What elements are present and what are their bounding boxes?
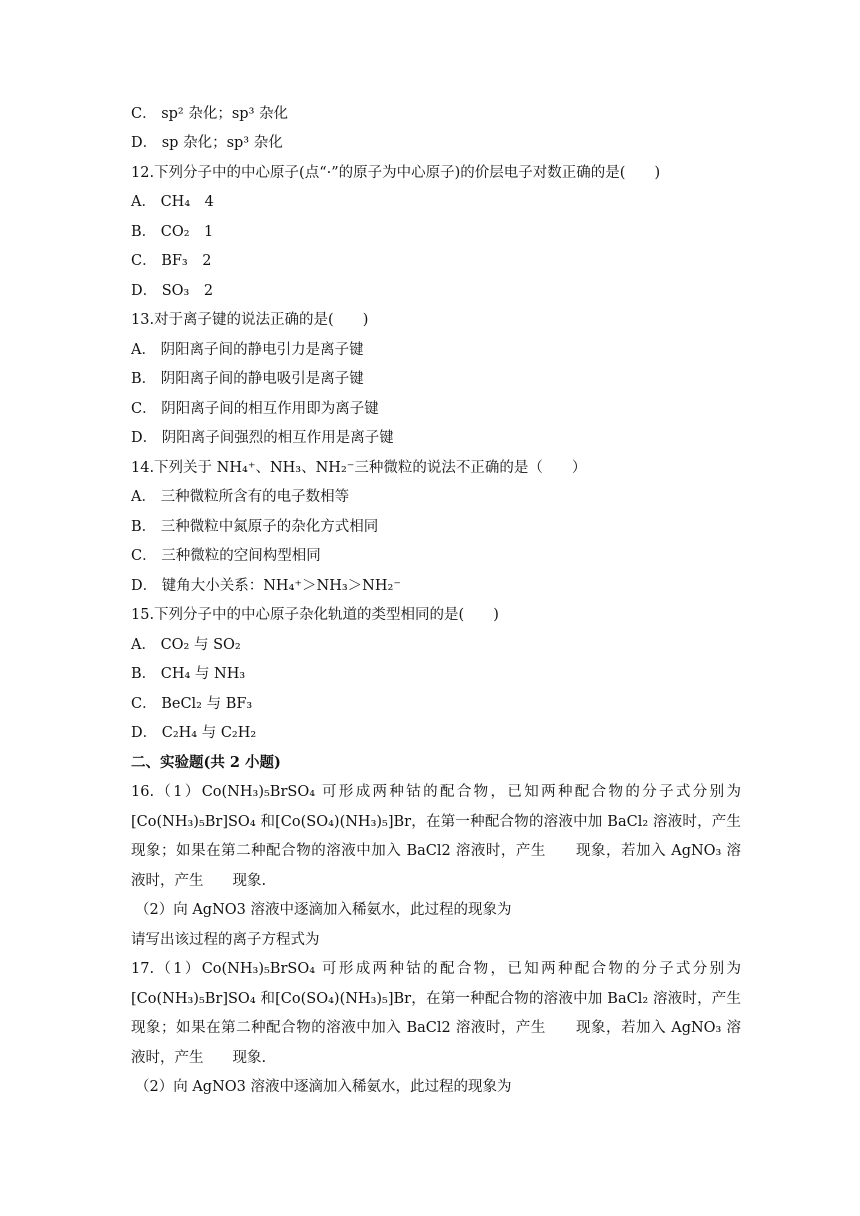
option-12b: B． CO₂ 1 (131, 224, 214, 240)
question-17-part-2: （2）向 AgNO3 溶液中逐滴加入稀氨水，此过程的现象为 (135, 1079, 512, 1095)
option-15d: D． C₂H₄ 与 C₂H₂ (131, 725, 257, 741)
question-17-line-4: 液时，产生 现象. (131, 1050, 267, 1066)
option-15b: B． CH₄ 与 NH₃ (131, 666, 246, 682)
question-17-line-3: 现象；如果在第二种配合物的溶液中加入 BaCl2 溶液时，产生 现象，若加入 AgNO₃ 溶 (131, 1020, 741, 1036)
option-13c: C． 阴阳离子间的相互作用即为离子键 (131, 401, 379, 417)
question-16-line-2: [Co(NH₃)₅Br]SO₄ 和[Co(SO₄)(NH₃)₅]Br，在第一种配合物的溶液中加 BaCl₂ 溶液时，产生 (131, 814, 741, 830)
question-16-line-1: 16.（1）Co(NH₃)₅BrSO₄ 可形成两种钴的配合物，已知两种配合物的分子式分别为 (131, 784, 741, 800)
option-14d: D． 键角大小关系：NH₄⁺＞NH₃＞NH₂⁻ (131, 578, 401, 594)
option-11c: C． sp² 杂化；sp³ 杂化 (131, 106, 288, 122)
question-13: 13.对于离子键的说法正确的是( ) (131, 312, 369, 328)
option-14a: A． 三种微粒所含有的电子数相等 (131, 489, 350, 505)
question-17-line-2: [Co(NH₃)₅Br]SO₄ 和[Co(SO₄)(NH₃)₅]Br，在第一种配合物的溶液中加 BaCl₂ 溶液时，产生 (131, 991, 741, 1007)
question-16-part-2-equation: 请写出该过程的离子方程式为 (131, 932, 320, 948)
option-14b: B． 三种微粒中氮原子的杂化方式相同 (131, 519, 379, 535)
option-15c: C． BeCl₂ 与 BF₃ (131, 696, 253, 712)
option-12d: D． SO₃ 2 (131, 283, 214, 299)
question-16-part-2: （2）向 AgNO3 溶液中逐滴加入稀氨水，此过程的现象为 (135, 902, 512, 918)
option-13b: B． 阴阳离子间的静电吸引是离子键 (131, 371, 364, 387)
option-11d: D． sp 杂化；sp³ 杂化 (131, 135, 283, 151)
option-13a: A． 阴阳离子间的静电引力是离子键 (131, 342, 364, 358)
question-12: 12.下列分子中的中心原子(点“·”的原子为中心原子)的价层电子对数正确的是( ) (131, 165, 661, 181)
question-14: 14.下列关于 NH₄⁺、NH₃、NH₂⁻三种微粒的说法不正确的是（ ） (131, 460, 587, 476)
option-13d: D． 阴阳离子间强烈的相互作用是离子键 (131, 430, 394, 446)
question-16-line-4: 液时，产生 现象. (131, 873, 267, 889)
section-heading: 二、实验题(共 2 小题) (131, 754, 281, 771)
option-12c: C． BF₃ 2 (131, 253, 212, 269)
question-15: 15.下列分子中的中心原子杂化轨道的类型相同的是( ) (131, 607, 499, 623)
question-17-line-1: 17.（1）Co(NH₃)₅BrSO₄ 可形成两种钴的配合物，已知两种配合物的分子式分别为 (131, 961, 741, 977)
option-14c: C． 三种微粒的空间构型相同 (131, 548, 321, 564)
option-15a: A． CO₂ 与 SO₂ (131, 637, 241, 653)
option-12a: A． CH₄ 4 (131, 194, 214, 210)
question-16-line-3: 现象；如果在第二种配合物的溶液中加入 BaCl2 溶液时，产生 现象，若加入 AgNO₃ 溶 (131, 843, 741, 859)
